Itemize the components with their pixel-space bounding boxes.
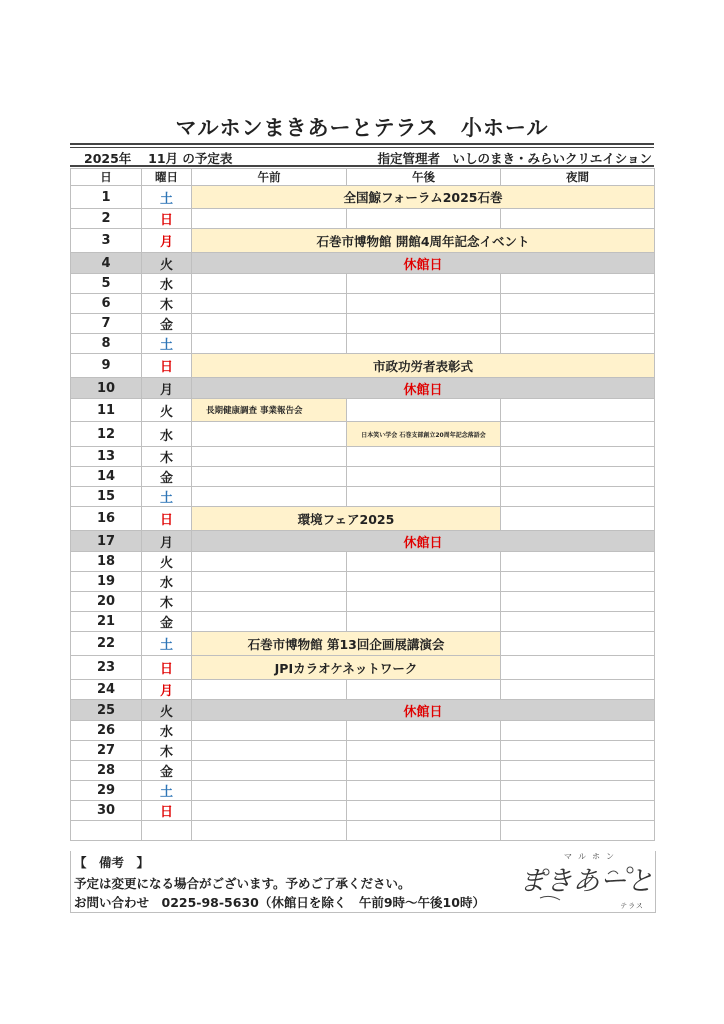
table-row	[71, 378, 655, 399]
day-number: 3	[71, 229, 142, 253]
day-number: 11	[71, 399, 142, 422]
empty-cell	[347, 467, 501, 487]
weekday: 火	[142, 253, 192, 274]
day-number: 18	[71, 552, 142, 572]
empty-cell	[501, 447, 655, 467]
table-row	[71, 700, 655, 721]
event-cell: 石巻市博物館 第13回企画展講演会	[192, 632, 501, 656]
remarks-heading: 【 備考 】	[74, 855, 150, 870]
day-number: 7	[71, 314, 142, 334]
empty-cell	[192, 781, 347, 801]
weekday: 水	[142, 721, 192, 741]
table-row	[71, 531, 655, 552]
table-row	[71, 721, 655, 741]
empty-cell	[192, 294, 347, 314]
weekday: 土	[142, 487, 192, 507]
empty-cell	[192, 467, 347, 487]
empty-cell	[501, 334, 655, 354]
subheader-rule	[70, 165, 654, 167]
table-row	[71, 229, 655, 253]
col-header-day: 日	[71, 169, 142, 186]
subheader	[70, 147, 654, 166]
weekday: 金	[142, 467, 192, 487]
empty-cell	[347, 592, 501, 612]
empty-cell	[192, 761, 347, 781]
empty-cell	[347, 399, 501, 422]
table-row	[71, 632, 655, 656]
table-row	[71, 680, 655, 700]
closed-day-label: 休館日	[192, 253, 655, 274]
weekday: 水	[142, 274, 192, 294]
empty-cell	[347, 612, 501, 632]
day-number: 21	[71, 612, 142, 632]
empty-cell	[347, 801, 501, 821]
day-number: 17	[71, 531, 142, 552]
remarks-notice: 予定は変更になる場合がございます。予めご了承ください。	[74, 876, 411, 891]
day-number: 19	[71, 572, 142, 592]
day-number: 5	[71, 274, 142, 294]
day-number: 23	[71, 656, 142, 680]
empty-cell	[347, 294, 501, 314]
empty-cell	[192, 447, 347, 467]
weekday: 水	[142, 422, 192, 447]
logo-main-text: まきあーと	[518, 866, 654, 897]
table-row	[71, 294, 655, 314]
day-number: 24	[71, 680, 142, 700]
day-number: 15	[71, 487, 142, 507]
day-number: 4	[71, 253, 142, 274]
empty-cell	[347, 572, 501, 592]
weekday: 月	[142, 378, 192, 399]
empty-cell	[192, 422, 347, 447]
empty-cell	[192, 612, 347, 632]
schedule-period: 2025年 11月 の予定表	[84, 151, 233, 166]
empty-cell	[501, 314, 655, 334]
weekday: 土	[142, 334, 192, 354]
empty-cell	[192, 487, 347, 507]
table-row	[71, 314, 655, 334]
empty-cell	[347, 209, 501, 229]
weekday: 火	[142, 552, 192, 572]
empty-cell	[347, 447, 501, 467]
col-header-evening: 夜間	[501, 169, 655, 186]
empty-cell	[192, 552, 347, 572]
empty-cell	[501, 274, 655, 294]
empty-cell	[192, 274, 347, 294]
empty-cell	[501, 422, 655, 447]
empty-cell	[192, 209, 347, 229]
table-row	[71, 572, 655, 592]
table-row	[71, 487, 655, 507]
day-number: 14	[71, 467, 142, 487]
table-row	[71, 507, 655, 531]
day-number: 28	[71, 761, 142, 781]
empty-cell	[192, 680, 347, 700]
empty-cell	[501, 294, 655, 314]
table-row	[71, 592, 655, 612]
empty-cell	[347, 741, 501, 761]
weekday: 木	[142, 294, 192, 314]
empty-cell	[347, 781, 501, 801]
event-cell: 全国鯨フォーラム2025石巻	[192, 186, 655, 209]
weekday: 月	[142, 229, 192, 253]
manager-label: 指定管理者 いしのまき・みらいクリエイション	[377, 151, 652, 166]
table-row	[71, 741, 655, 761]
table-row	[71, 422, 655, 447]
weekday: 土	[142, 632, 192, 656]
event-cell: 日本笑い学会 石巻支部創立20周年記念落語会	[347, 422, 501, 447]
logo-bottom-text: テラス	[620, 902, 644, 910]
empty-cell	[142, 821, 192, 841]
event-cell: 環境フェア2025	[192, 507, 501, 531]
empty-cell	[347, 761, 501, 781]
day-number: 29	[71, 781, 142, 801]
weekday: 日	[142, 656, 192, 680]
closed-day-label: 休館日	[192, 531, 655, 552]
weekday: 木	[142, 592, 192, 612]
day-number: 12	[71, 422, 142, 447]
empty-cell	[501, 572, 655, 592]
title-rule	[70, 143, 654, 145]
weekday: 日	[142, 209, 192, 229]
weekday: 金	[142, 761, 192, 781]
table-row-blank	[71, 821, 655, 841]
empty-cell	[501, 612, 655, 632]
table-row	[71, 801, 655, 821]
weekday: 土	[142, 781, 192, 801]
empty-cell	[192, 741, 347, 761]
empty-cell	[501, 656, 655, 680]
empty-cell	[347, 721, 501, 741]
empty-cell	[501, 487, 655, 507]
weekday: 土	[142, 186, 192, 209]
empty-cell	[192, 801, 347, 821]
table-row	[71, 447, 655, 467]
makiart-terrace-logo	[518, 848, 654, 910]
day-number: 30	[71, 801, 142, 821]
day-number: 25	[71, 700, 142, 721]
day-number: 6	[71, 294, 142, 314]
col-header-weekday: 曜日	[142, 169, 192, 186]
empty-cell	[501, 507, 655, 531]
weekday: 木	[142, 447, 192, 467]
table-row	[71, 186, 655, 209]
empty-cell	[347, 334, 501, 354]
empty-cell	[192, 821, 347, 841]
day-number: 16	[71, 507, 142, 531]
schedule-table	[70, 168, 655, 841]
table-row	[71, 781, 655, 801]
empty-cell	[192, 572, 347, 592]
table-row	[71, 399, 655, 422]
table-row	[71, 209, 655, 229]
day-number: 20	[71, 592, 142, 612]
empty-cell	[501, 741, 655, 761]
logo-top-text: マルホン	[564, 852, 620, 861]
empty-cell	[501, 399, 655, 422]
empty-cell	[192, 334, 347, 354]
empty-cell	[501, 721, 655, 741]
empty-cell	[501, 680, 655, 700]
event-cell: 長期健康調査 事業報告会	[192, 399, 347, 422]
empty-cell	[501, 467, 655, 487]
empty-cell	[347, 680, 501, 700]
closed-day-label: 休館日	[192, 700, 655, 721]
table-row	[71, 467, 655, 487]
table-row	[71, 274, 655, 294]
empty-cell	[501, 801, 655, 821]
day-number: 10	[71, 378, 142, 399]
weekday: 金	[142, 612, 192, 632]
day-number: 22	[71, 632, 142, 656]
weekday: 日	[142, 507, 192, 531]
weekday: 月	[142, 531, 192, 552]
table-row	[71, 552, 655, 572]
weekday: 日	[142, 354, 192, 378]
closed-day-label: 休館日	[192, 378, 655, 399]
empty-cell	[501, 781, 655, 801]
table-row	[71, 612, 655, 632]
day-number: 2	[71, 209, 142, 229]
table-row	[71, 656, 655, 680]
empty-cell	[501, 632, 655, 656]
day-number: 9	[71, 354, 142, 378]
weekday: 水	[142, 572, 192, 592]
empty-cell	[347, 487, 501, 507]
page-title: マルホンまきあーとテラス 小ホール	[175, 116, 549, 140]
empty-cell	[192, 314, 347, 334]
day-number: 26	[71, 721, 142, 741]
day-number: 13	[71, 447, 142, 467]
empty-cell	[347, 552, 501, 572]
weekday: 金	[142, 314, 192, 334]
day-number: 8	[71, 334, 142, 354]
empty-cell	[347, 821, 501, 841]
empty-cell	[501, 821, 655, 841]
table-row	[71, 334, 655, 354]
table-row	[71, 253, 655, 274]
day-number: 27	[71, 741, 142, 761]
weekday: 火	[142, 399, 192, 422]
weekday: 月	[142, 680, 192, 700]
empty-cell	[347, 274, 501, 294]
empty-cell	[501, 761, 655, 781]
event-cell: JPIカラオケネットワーク	[192, 656, 501, 680]
empty-cell	[501, 209, 655, 229]
remarks-contact: お問い合わせ 0225-98-5630（休館日を除く 午前9時～午後10時）	[74, 895, 485, 910]
empty-cell	[501, 552, 655, 572]
event-cell: 市政功労者表彰式	[192, 354, 655, 378]
table-row	[71, 761, 655, 781]
table-row	[71, 354, 655, 378]
table-header-row	[71, 169, 655, 186]
col-header-afternoon: 午後	[347, 169, 501, 186]
empty-cell	[501, 592, 655, 612]
col-header-morning: 午前	[192, 169, 347, 186]
weekday: 木	[142, 741, 192, 761]
empty-cell	[192, 592, 347, 612]
day-number: 1	[71, 186, 142, 209]
empty-cell	[192, 721, 347, 741]
empty-cell	[71, 821, 142, 841]
weekday: 火	[142, 700, 192, 721]
weekday: 日	[142, 801, 192, 821]
empty-cell	[347, 314, 501, 334]
event-cell: 石巻市博物館 開館4周年記念イベント	[192, 229, 655, 253]
